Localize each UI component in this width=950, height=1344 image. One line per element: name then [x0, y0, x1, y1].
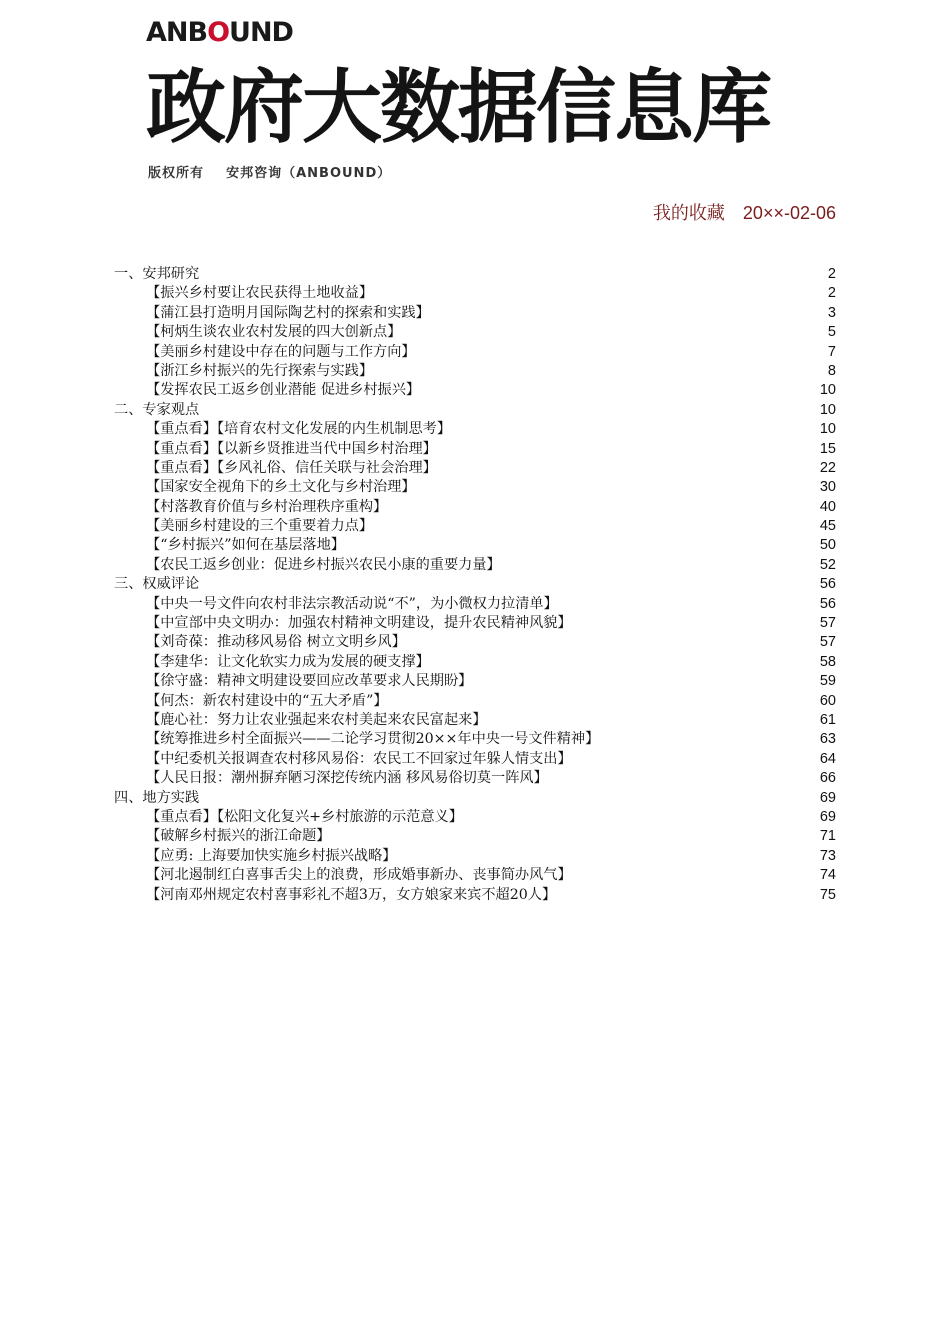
toc-entry-title: 【美丽乡村建设的三个重要着力点】: [146, 518, 374, 535]
toc-entry-page: 61: [819, 711, 836, 728]
toc-entry-page: 10: [819, 382, 836, 399]
toc-entry-title: 【统筹推进乡村全面振兴——二论学习贯彻20××年中央一号文件精神】: [146, 731, 600, 748]
toc-entry-page: 2: [827, 285, 836, 302]
toc-entry[interactable]: [114, 692, 836, 711]
toc-entry-title: 【浙江乡村振兴的先行探索与实践】: [146, 362, 374, 379]
toc-entry[interactable]: [114, 847, 836, 866]
toc-entry[interactable]: [114, 323, 836, 342]
toc-entry-title: 【刘奇葆：推动移风易俗 树立文明乡风】: [146, 634, 406, 651]
toc-entry-page: 75: [819, 886, 836, 903]
brand-logo-ring: O: [207, 17, 230, 48]
toc-entry-title: 【河南邓州规定农村喜事彩礼不超3万，女方娘家来宾不超20人】: [146, 886, 557, 903]
toc-entry-page: 73: [819, 847, 836, 864]
toc-entry[interactable]: [114, 711, 836, 730]
toc-entry-title: 【重点看】【松阳文化复兴+乡村旅游的示范意义】: [146, 808, 463, 825]
toc-entry[interactable]: [114, 556, 836, 575]
toc-entry-title: 【徐守盛：精神文明建设要回应改革要求人民期盼】: [146, 673, 473, 690]
toc-entry-title: 【李建华：让文化软实力成为发展的硬支撑】: [146, 653, 430, 670]
toc-entry-title: 【村落教育价值与乡村治理秩序重构】: [146, 498, 388, 515]
toc-entry-page: 40: [819, 498, 836, 515]
toc-entry[interactable]: [114, 886, 836, 905]
toc-entry-title: 【国家安全视角下的乡土文化与乡村治理】: [146, 479, 416, 496]
toc-entry[interactable]: [114, 381, 836, 400]
toc-entry[interactable]: [114, 866, 836, 885]
toc-entry-page: 59: [819, 673, 836, 690]
toc-entry-page: 58: [819, 653, 836, 670]
toc-entry-page: 57: [819, 615, 836, 632]
toc-entry-page: 45: [819, 518, 836, 535]
toc-entry-page: 7: [827, 343, 836, 360]
toc-entry[interactable]: [114, 343, 836, 362]
toc-entry-title: 【蒲江县打造明月国际陶艺村的探索和实践】: [146, 304, 430, 321]
toc-entry-page: 15: [819, 440, 836, 457]
favorites-date: 20××-02-06: [742, 203, 836, 223]
toc-entry-page: 66: [819, 770, 836, 787]
brand-logo: [146, 16, 293, 50]
toc-entry-title: 【重点看】【以新乡贤推进当代中国乡村治理】: [146, 440, 437, 457]
toc-entry[interactable]: [114, 653, 836, 672]
toc-entry-page: 5: [827, 324, 836, 341]
brand-logo-suffix: UND: [229, 17, 293, 48]
toc-section[interactable]: [114, 265, 836, 284]
toc-entry-page: 30: [819, 479, 836, 496]
toc-entry-title: 【何杰：新农村建设中的“五大矛盾”】: [146, 692, 388, 709]
toc-entry-title: 【中纪委机关报调查农村移风易俗：农民工不回家过年躲人情支出】: [146, 750, 572, 767]
toc-entry-page: 69: [819, 789, 836, 806]
toc-entry-title: 二、专家观点: [114, 401, 200, 418]
toc-entry[interactable]: [114, 420, 836, 439]
toc-entry-page: 71: [819, 828, 836, 845]
toc-entry-page: 8: [827, 362, 836, 379]
toc-entry-page: 52: [819, 556, 836, 573]
toc-entry-title: 【应勇: 上海要加快实施乡村振兴战略】: [146, 847, 397, 864]
toc-entry[interactable]: [114, 498, 836, 517]
favorites-header: [653, 199, 836, 225]
favorites-label: 我的收藏: [652, 203, 725, 224]
toc-entry[interactable]: [114, 750, 836, 769]
toc-section[interactable]: [114, 401, 836, 420]
toc-entry-page: 74: [819, 867, 836, 884]
table-of-contents: [114, 265, 836, 905]
toc-entry-title: 【破解乡村振兴的浙江命题】: [146, 828, 331, 845]
toc-entry-page: 56: [819, 576, 836, 593]
toc-entry[interactable]: [114, 827, 836, 846]
toc-entry-title: 三、权威评论: [114, 576, 200, 593]
toc-entry-page: 2: [827, 266, 836, 282]
toc-entry-title: 【美丽乡村建设中存在的问题与工作方向】: [146, 343, 416, 360]
toc-entry-title: 【人民日报：潮州摒弃陋习深挖传统内涵 移风易俗切莫一阵风】: [146, 770, 548, 787]
toc-entry[interactable]: [114, 440, 836, 459]
toc-entry[interactable]: [114, 478, 836, 497]
toc-entry-page: 10: [819, 421, 836, 438]
toc-entry[interactable]: [114, 672, 836, 691]
toc-entry[interactable]: [114, 536, 836, 555]
toc-entry-title: 【柯炳生谈农业农村发展的四大创新点】: [146, 324, 402, 341]
toc-entry-title: 【振兴乡村要让农民获得土地收益】: [146, 285, 374, 302]
toc-entry-page: 10: [819, 401, 836, 418]
toc-entry[interactable]: [114, 304, 836, 323]
toc-entry[interactable]: [114, 362, 836, 381]
toc-section[interactable]: [114, 789, 836, 808]
toc-entry-title: 【中央一号文件向农村非法宗教活动说“不”，为小微权力拉清单】: [146, 595, 558, 612]
toc-section[interactable]: [114, 575, 836, 594]
copyright-line: 版权所有 安邦咨询（ANBOUND）: [148, 166, 392, 181]
toc-entry[interactable]: [114, 614, 836, 633]
toc-entry-title: 【重点看】【培育农村文化发展的内生机制思考】: [146, 421, 452, 438]
toc-entry-page: 63: [819, 731, 836, 748]
toc-entry[interactable]: [114, 284, 836, 303]
toc-entry-page: 64: [819, 750, 836, 767]
toc-entry-page: 69: [819, 808, 836, 825]
toc-entry-page: 50: [819, 537, 836, 554]
toc-entry-page: 3: [827, 304, 836, 321]
toc-entry[interactable]: [114, 730, 836, 749]
page-title: 政府大数据信息库: [146, 61, 770, 154]
toc-entry-title: 【“乡村振兴”如何在基层落地】: [146, 537, 345, 554]
toc-entry-title: 【中宣部中央文明办：加强农村精神文明建设，提升农民精神风貌】: [146, 615, 572, 632]
toc-entry-page: 56: [819, 595, 836, 612]
toc-entry[interactable]: [114, 595, 836, 614]
toc-entry[interactable]: [114, 517, 836, 536]
toc-entry-title: 四、地方实践: [114, 789, 200, 806]
toc-entry-title: 【鹿心社：努力让农业强起来农村美起来农民富起来】: [146, 711, 487, 728]
toc-entry-page: 60: [819, 692, 836, 709]
toc-entry[interactable]: [114, 459, 836, 478]
toc-entry-title: 【发挥农民工返乡创业潜能 促进乡村振兴】: [146, 382, 421, 399]
brand-logo-prefix: ANB: [146, 17, 208, 48]
toc-entry[interactable]: [114, 808, 836, 827]
toc-entry-title: 一、安邦研究: [114, 266, 200, 282]
toc-entry-title: 【河北遏制红白喜事舌尖上的浪费，形成婚事新办、丧事简办风气】: [146, 867, 572, 884]
toc-entry-title: 【农民工返乡创业：促进乡村振兴农民小康的重要力量】: [146, 556, 501, 573]
toc-entry[interactable]: [114, 769, 836, 788]
toc-entry-title: 【重点看】【乡风礼俗、信任关联与社会治理】: [146, 459, 437, 476]
toc-entry[interactable]: [114, 633, 836, 652]
toc-entry-page: 57: [819, 634, 836, 651]
toc-entry-page: 22: [819, 459, 836, 476]
